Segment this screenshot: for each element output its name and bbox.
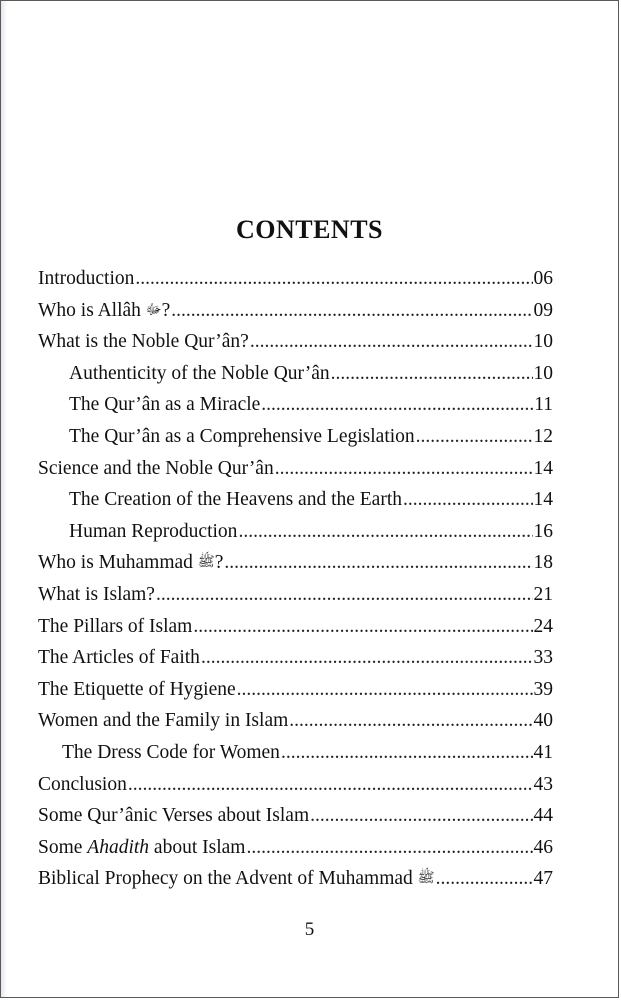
toc-entry — [38, 832, 553, 864]
toc-entry-page: 21 — [533, 583, 553, 605]
toc-entry-label: Human Reproduction — [69, 520, 238, 542]
toc-entry-label: Science and the Noble Qur’ân — [38, 457, 274, 479]
dot-leader — [135, 263, 532, 295]
toc-entry-label: Introduction — [38, 268, 135, 289]
dot-leader — [436, 863, 533, 895]
toc-entry-label: The Pillars of Islam — [38, 615, 193, 637]
toc-entry — [38, 421, 553, 453]
toc-entry — [38, 863, 553, 895]
toc-entry-page: 44 — [533, 805, 553, 827]
toc-entry-label: Who is Allâh ﷻ? — [38, 295, 170, 329]
dot-leader — [310, 800, 532, 832]
toc-entry-page: 33 — [533, 647, 553, 669]
toc-entry-label: The Creation of the Heavens and the Earth — [69, 489, 402, 511]
page-edge-shadow — [1, 1, 7, 997]
toc-entry-label: What is Islam? — [38, 583, 155, 605]
toc-entry-label: The Dress Code for Women — [62, 741, 280, 763]
toc-entry — [38, 516, 553, 548]
toc-entry — [38, 579, 553, 611]
toc-entry — [38, 737, 553, 769]
toc-entry — [38, 547, 553, 579]
toc-entry-label: What is the Noble Qur’ân? — [38, 331, 249, 353]
honorific-glyph: ﷻ — [145, 301, 162, 318]
toc-entry-page: 14 — [533, 489, 553, 511]
toc-entry — [38, 642, 553, 674]
toc-entry — [38, 769, 553, 801]
toc-entry-label: Some Qur’ânic Verses about Islam — [38, 805, 310, 827]
toc-entry-page: 09 — [533, 299, 553, 321]
toc-entry-label: The Qur’ân as a Comprehensive Legislation — [69, 425, 415, 447]
dot-leader — [416, 421, 533, 453]
toc-entry-label: The Etiquette of Hygiene — [38, 678, 236, 700]
dot-leader — [201, 642, 533, 674]
toc-entry-page: 39 — [533, 678, 553, 700]
toc-entry — [38, 358, 553, 390]
dot-leader — [238, 516, 532, 548]
dot-leader — [403, 484, 533, 516]
dot-leader — [156, 579, 533, 611]
toc-entry-label: Conclusion — [38, 773, 127, 795]
toc-entry-label: The Articles of Faith — [38, 647, 200, 669]
toc-entry-page: 14 — [533, 457, 553, 479]
toc-entry — [38, 705, 553, 737]
honorific-glyph: ﷺ — [417, 870, 435, 887]
dot-leader — [224, 547, 532, 579]
toc-entry-page: 18 — [533, 552, 553, 574]
toc-entry-page: 16 — [533, 520, 553, 542]
dot-leader — [289, 705, 532, 737]
honorific-glyph: ﷺ — [197, 554, 215, 571]
table-of-contents — [38, 263, 553, 895]
toc-entry-label: Women and the Family in Islam — [38, 710, 289, 732]
toc-entry — [38, 453, 553, 485]
toc-entry — [38, 800, 553, 832]
toc-entry-page: 10 — [533, 331, 553, 353]
toc-entry-page: 06 — [533, 268, 553, 289]
toc-entry-page: 46 — [533, 836, 553, 858]
toc-entry-label: The Qur’ân as a Miracle — [69, 394, 261, 416]
toc-entry-page: 24 — [533, 615, 553, 637]
toc-entry-page: 12 — [533, 425, 553, 447]
toc-entry — [38, 484, 553, 516]
dot-leader — [331, 358, 533, 390]
dot-leader — [237, 674, 533, 706]
dot-leader — [171, 295, 532, 327]
dot-leader — [250, 326, 533, 358]
page-number: 5 — [304, 919, 315, 940]
dot-leader — [128, 769, 533, 801]
toc-entry-page: 43 — [533, 773, 553, 795]
toc-entry — [38, 389, 553, 421]
toc-entry-label: Some Ahadith about Islam — [38, 836, 246, 858]
toc-entry-page: 40 — [533, 710, 553, 732]
page-title: CONTENTS — [235, 215, 384, 244]
toc-entry — [38, 326, 553, 358]
toc-entry-label: Who is Muhammad ﷺ? — [38, 547, 223, 581]
toc-entry-page: 11 — [534, 394, 553, 416]
toc-entry-label: Biblical Prophecy on the Advent of Muhammad ﷺ — [38, 863, 435, 897]
toc-entry-page: 47 — [533, 868, 553, 890]
dot-leader — [246, 832, 532, 864]
toc-entry-page: 41 — [533, 741, 553, 763]
toc-entry — [38, 674, 553, 706]
toc-entry-label: Authenticity of the Noble Qur’ân — [69, 362, 330, 384]
toc-entry — [38, 611, 553, 643]
dot-leader — [261, 389, 533, 421]
toc-entry — [38, 295, 553, 327]
dot-leader — [193, 611, 532, 643]
toc-entry — [38, 263, 553, 295]
dot-leader — [275, 453, 533, 485]
dot-leader — [281, 737, 533, 769]
toc-entry-page: 10 — [533, 362, 553, 384]
